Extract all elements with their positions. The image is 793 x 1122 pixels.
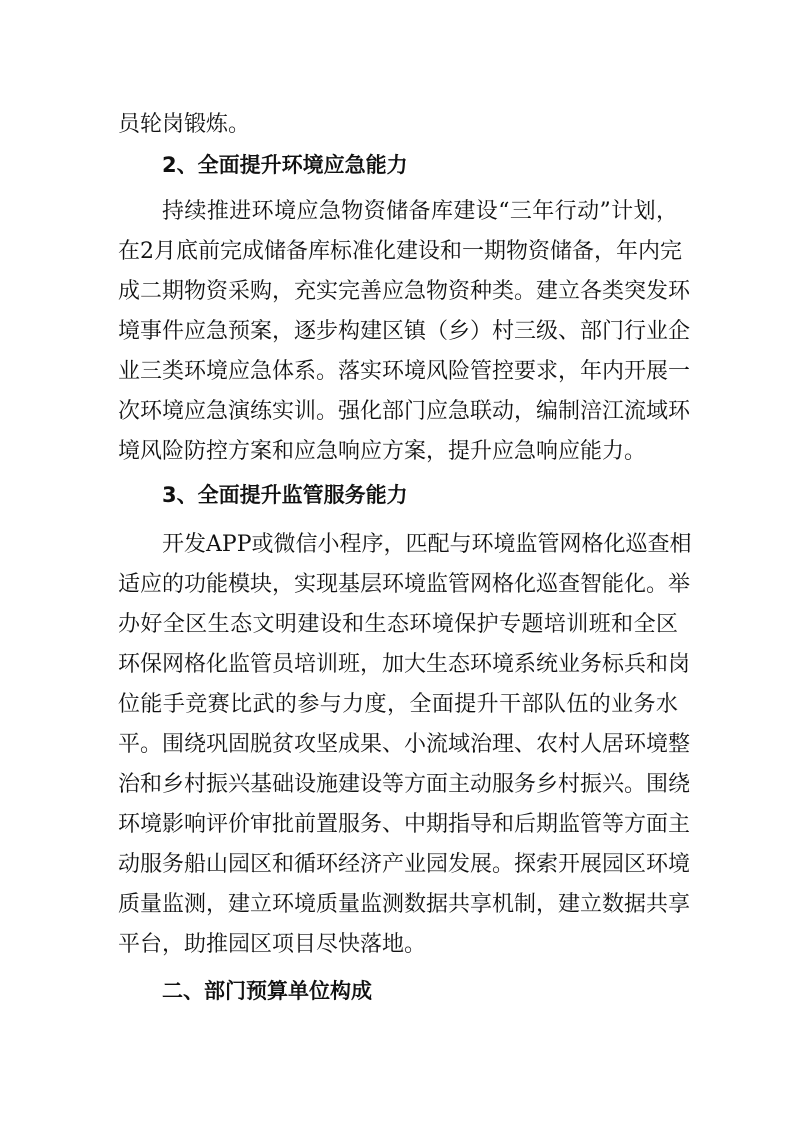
- paragraph-line: 开发APP或微信小程序，匹配与环境监管网格化巡查相: [162, 532, 692, 557]
- paragraph-line: 持续推进环境应急物资储备库建设“三年行动”计划，: [162, 199, 678, 224]
- paragraph-line: 适应的功能模块，实现基层环境监管网格化巡查智能化。举: [118, 572, 691, 597]
- paragraph-line: 成二期物资采购，充实完善应急物资种类。建立各类突发环: [118, 279, 691, 304]
- paragraph-line: 业三类环境应急体系。落实环境风险管控要求，年内开展一: [118, 359, 691, 384]
- paragraph-line: 环境影响评价审批前置服务、中期指导和后期监管等方面主: [118, 812, 691, 837]
- section-heading: 2、全面提升环境应急能力: [162, 153, 408, 177]
- paragraph-line: 境风险防控方案和应急响应方案，提升应急响应能力。: [118, 439, 647, 464]
- paragraph-line: 办好全区生态文明建设和生态环境保护专题培训班和全区: [118, 612, 678, 637]
- paragraph-line: 境事件应急预案，逐步构建区镇（乡）村三级、部门行业企: [118, 319, 691, 344]
- section-heading: 3、全面提升监管服务能力: [162, 483, 408, 507]
- paragraph-line: 次环境应急演练实训。强化部门应急联动，编制涪江流域环: [118, 399, 691, 424]
- paragraph-line: 治和乡村振兴基础设施建设等方面主动服务乡村振兴。围绕: [118, 772, 691, 797]
- paragraph-line: 平台，助推园区项目尽快落地。: [118, 932, 427, 957]
- part-heading: 二、部门预算单位构成: [162, 979, 372, 1003]
- paragraph-line: 动服务船山园区和循环经济产业园发展。探索开展园区环境: [118, 852, 691, 877]
- paragraph-line: 环保网格化监管员培训班，加大生态环境系统业务标兵和岗: [118, 652, 691, 677]
- paragraph-line: 员轮岗锻炼。: [118, 112, 251, 137]
- paragraph-line: 平。围绕巩固脱贫攻坚成果、小流域治理、农村人居环境整: [118, 732, 691, 757]
- paragraph-line: 在2月底前完成储备库标准化建设和一期物资储备，年内完: [118, 239, 682, 264]
- paragraph-line: 质量监测，建立环境质量监测数据共享机制，建立数据共享: [118, 892, 691, 917]
- paragraph-line: 位能手竞赛比武的参与力度，全面提升干部队伍的业务水: [118, 692, 678, 717]
